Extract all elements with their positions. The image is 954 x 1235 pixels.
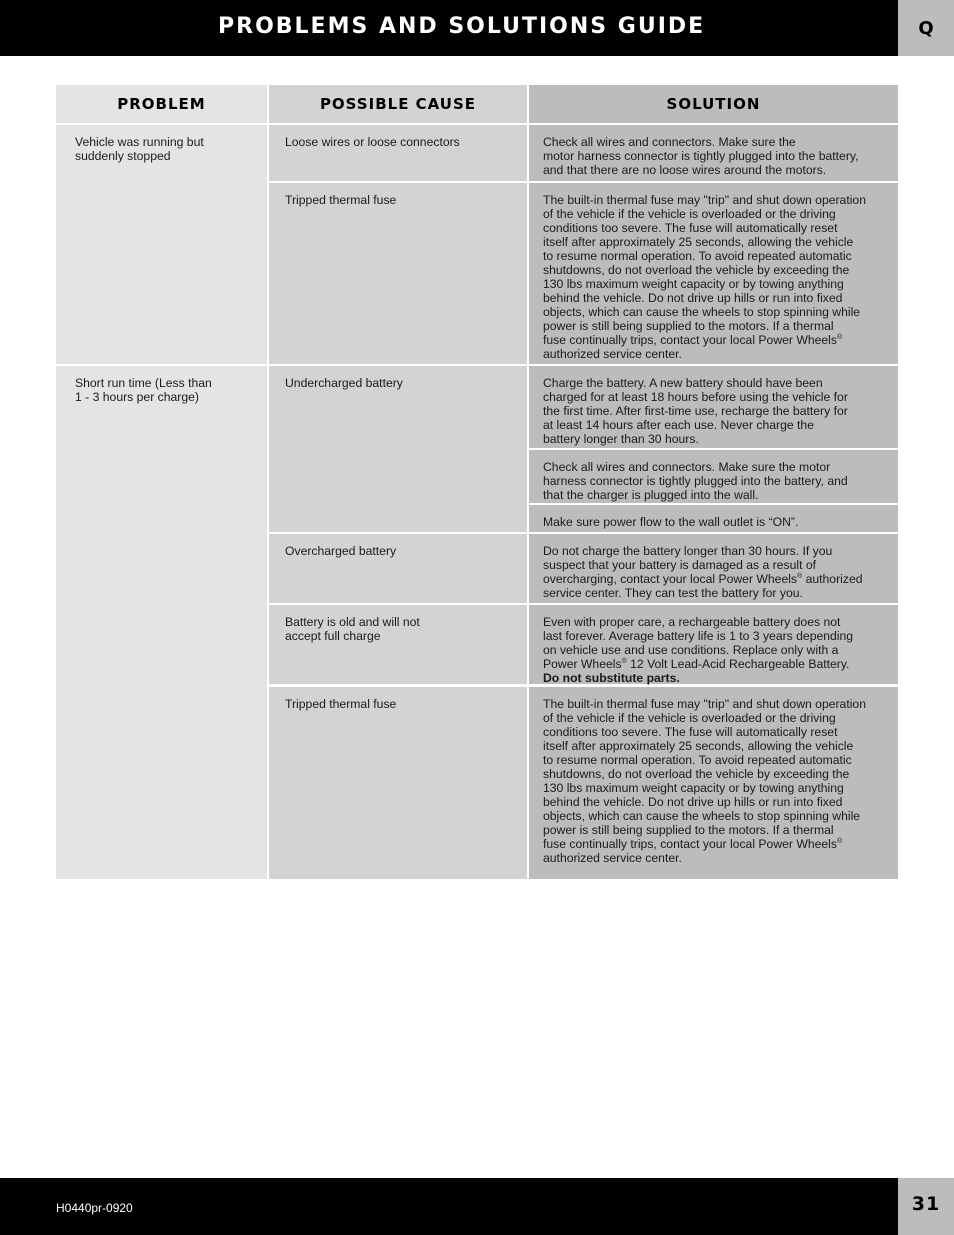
document-code: H0440pr-0920 bbox=[56, 1201, 133, 1215]
table-cell-solution bbox=[529, 534, 898, 603]
section-letter: Q bbox=[918, 17, 934, 39]
column-header-problem: PROBLEM bbox=[56, 85, 267, 123]
table-cell-solution bbox=[529, 450, 898, 503]
solution-text: Make sure power flow to the wall outlet is “ON”. bbox=[543, 515, 799, 529]
table-cell-solution bbox=[529, 505, 898, 532]
table-cell-problem bbox=[56, 125, 267, 364]
table-cell-solution bbox=[529, 125, 898, 181]
solution-text: The built-in thermal fuse may "trip" and shut down operation of the vehicle if the vehicle is overloaded or the driving conditions too severe. The fuse will automatically reset itself after approximately 25 seconds, allowing the vehicle to resume normal operation. To avoid repeated automatic shutdowns, do not overload the vehicle by exceeding the 130 lbs maximum weight capacity or by towing anything behind the vehicle. Do not drive up hills or run into fixed objects, which can cause the wheels to stop spinning while power is still being supplied to the motors. If a thermal fuse continually trips, contact your local Power Wheels® authorized service center. bbox=[543, 193, 866, 361]
table-cell-problem bbox=[56, 366, 267, 879]
row-divider bbox=[56, 123, 267, 125]
table-cell-cause bbox=[269, 183, 527, 364]
header-bar bbox=[0, 0, 898, 56]
table-cell-solution bbox=[529, 605, 898, 684]
cause-text: Tripped thermal fuse bbox=[285, 193, 397, 207]
solution-text: The built-in thermal fuse may "trip" and shut down operation of the vehicle if the vehicle is overloaded or the driving conditions too severe. The fuse will automatically reset itself after approximately 25 seconds, allowing the vehicle to resume normal operation. To avoid repeated automatic shutdowns, do not overload the vehicle by exceeding the 130 lbs maximum weight capacity or by towing anything behind the vehicle. Do not drive up hills or run into fixed objects, which can cause the wheels to stop spinning while power is still being supplied to the motors. If a thermal fuse continually trips, contact your local Power Wheels® authorized service center. bbox=[543, 697, 866, 865]
row-divider bbox=[60, 364, 267, 366]
registered-mark: ® bbox=[621, 657, 627, 665]
solution-text: Charge the battery. A new battery should have been charged for at least 18 hours before using the vehicle for the first time. After first-time use, recharge the battery for at least 14 hours after each use. Never charge the battery longer than 30 hours. bbox=[543, 376, 848, 446]
table-cell-cause bbox=[269, 125, 527, 181]
solution-emphasis: Do not substitute parts. bbox=[543, 671, 680, 685]
table-cell-cause bbox=[269, 366, 527, 532]
table-cell-solution bbox=[529, 687, 898, 879]
page-tab bbox=[898, 1178, 954, 1235]
footer-bar bbox=[0, 1178, 898, 1235]
page-number: 31 bbox=[911, 1192, 941, 1215]
cause-text: Tripped thermal fuse bbox=[285, 697, 397, 711]
solution-text: Check all wires and connectors. Make sure the motor harness connector is tightly plugged into the battery, and that there are no loose wires around the motors. bbox=[543, 135, 859, 177]
solution-text: Even with proper care, a rechargeable battery does not last forever. Average battery life is 1 to 3 years depending on vehicle use and use conditions. Replace only with a Power Wheels® 12 Volt Lead-Acid Rechargeable Battery. bbox=[543, 615, 854, 671]
cause-text: Undercharged battery bbox=[285, 376, 403, 390]
problem-text: Vehicle was running but suddenly stopped bbox=[75, 135, 204, 163]
registered-mark: ® bbox=[837, 333, 843, 341]
section-tab bbox=[898, 0, 954, 56]
registered-mark: ® bbox=[797, 572, 803, 580]
table-cell-cause bbox=[269, 605, 527, 684]
column-header-solution: SOLUTION bbox=[529, 85, 898, 123]
table-cell-solution bbox=[529, 183, 898, 364]
cause-text: Overcharged battery bbox=[285, 544, 397, 558]
column-header-cause: POSSIBLE CAUSE bbox=[269, 85, 527, 123]
solution-text: Do not charge the battery longer than 30 hours. If you suspect that your battery is damaged as a result of overcharging, contact your local Power Wheels® authorized service center. They can test the battery for you. bbox=[543, 544, 863, 600]
table-cell-cause bbox=[269, 687, 527, 879]
cause-text: Battery is old and will not accept full charge bbox=[285, 615, 420, 643]
problem-text: Short run time (Less than 1 - 3 hours per charge) bbox=[75, 376, 212, 404]
solution-text: Check all wires and connectors. Make sure the motor harness connector is tightly plugged into the battery, and that the charger is plugged into the wall. bbox=[543, 460, 848, 502]
registered-mark: ® bbox=[837, 837, 843, 845]
table-cell-solution bbox=[529, 366, 898, 448]
table-cell-cause bbox=[269, 534, 527, 603]
page-title: PROBLEMS AND SOLUTIONS GUIDE bbox=[218, 14, 706, 39]
cause-text: Loose wires or loose connectors bbox=[285, 135, 460, 149]
